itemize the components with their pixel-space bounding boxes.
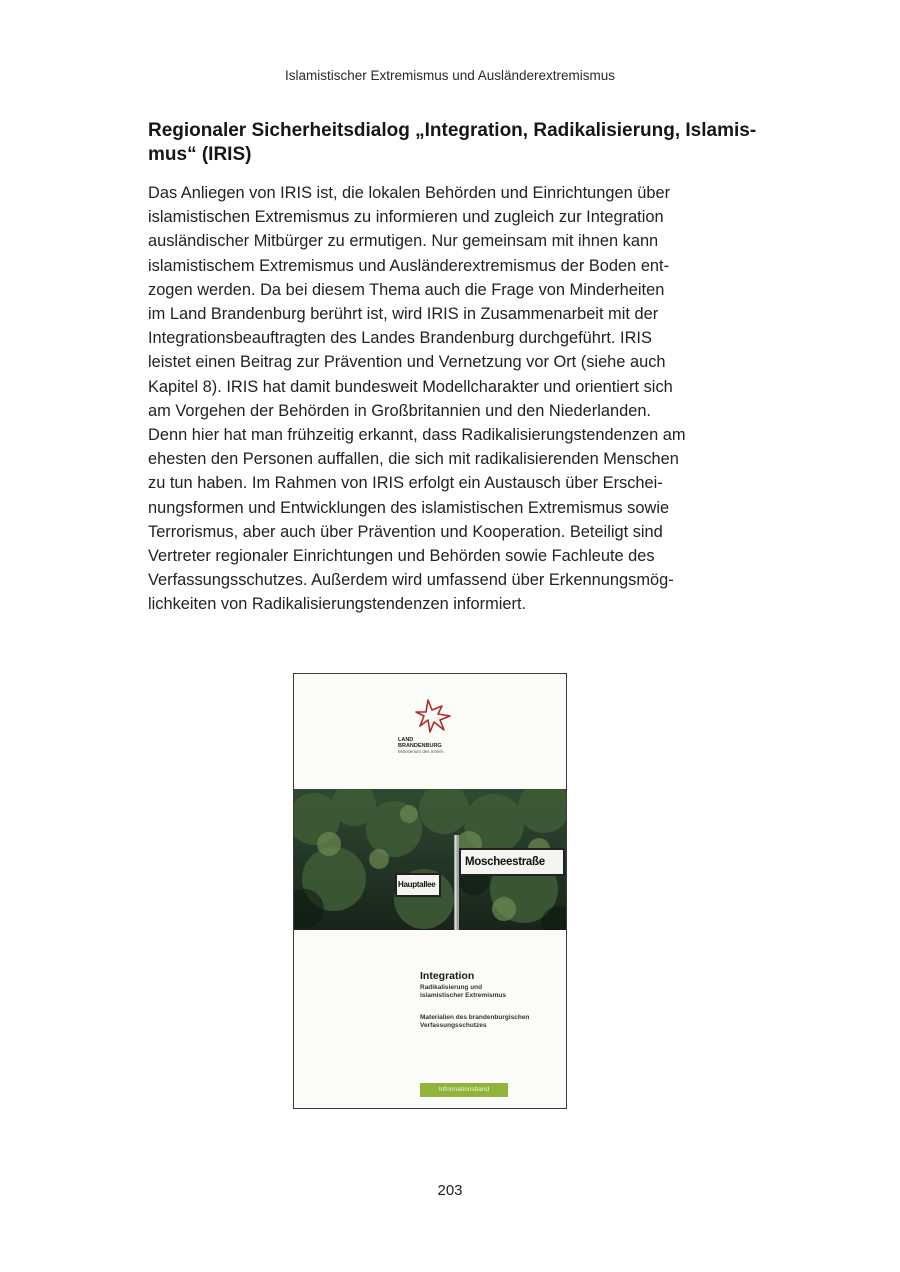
logo-line: BRANDENBURG	[398, 743, 442, 749]
cover-subtitle	[420, 984, 506, 1000]
cover-series	[420, 1014, 529, 1030]
eagle-icon	[398, 696, 488, 736]
brochure-cover-image	[293, 673, 567, 1109]
body-line: ausländischer Mitbürger zu ermutigen. Nur gemeinsam mit ihnen kann	[148, 232, 659, 251]
cover-title: Integration	[420, 970, 475, 982]
cover-badge: Informationsband	[420, 1083, 508, 1097]
logo-wordmark	[398, 737, 488, 755]
logo-line: LAND	[398, 737, 414, 743]
cover-subtitle-line: Radikalisierung und	[420, 984, 483, 991]
body-line: Kapitel 8). IRIS hat damit bundesweit Modellcharakter und orientiert sich	[148, 377, 673, 396]
body-line: islamistischen Extremismus zu informieren und zugleich zur Integration	[148, 208, 664, 227]
body-line: zogen werden. Da bei diesem Thema auch die Frage von Minderheiten	[148, 280, 665, 299]
body-line: Integrationsbeauftragten des Landes Brandenburg durchgeführt. IRIS	[148, 329, 652, 348]
body-line: Denn hier hat man frühzeitig erkannt, dass Radikalisierungstendenzen am	[148, 426, 686, 445]
logo-subline: Ministerium des Innern	[398, 749, 444, 754]
body-line: Verfassungsschutzes. Außerdem wird umfassend über Erkennungsmög-	[148, 571, 674, 590]
body-line: islamistischem Extremismus und Ausländerextremismus der Boden ent-	[148, 256, 670, 275]
section-title-line-1: Regionaler Sicherheitsdialog „Integration, Radikalisierung, Islamis-	[148, 120, 757, 141]
sign-label-main: Moscheestraße	[465, 856, 545, 868]
section-title-line-2: mus“ (IRIS)	[148, 144, 252, 165]
body-line: Terrorismus, aber auch über Prävention und Kooperation. Beteiligt sind	[148, 522, 663, 541]
brandenburg-logo	[398, 696, 488, 766]
body-line: leistet einen Beitrag zur Prävention und Vernetzung vor Ort (siehe auch	[148, 353, 666, 372]
cover-series-line: Materialien des brandenburgischen	[420, 1014, 530, 1021]
cover-subtitle-line: islamistischer Extremismus	[420, 992, 506, 999]
sign-label-cross: Hauptallee	[398, 880, 436, 889]
body-line: lichkeiten von Radikalisierungstendenzen informiert.	[148, 595, 527, 614]
body-line: ehesten den Personen auffallen, die sich mit radikalisierenden Menschen	[148, 450, 679, 469]
body-line: am Vorgehen der Behörden in Großbritannien und den Niederlanden.	[148, 401, 651, 420]
cover-series-line: Verfassungsschutzes	[420, 1022, 487, 1029]
body-paragraph	[148, 181, 752, 617]
page-number: 203	[437, 1182, 463, 1199]
body-line: Das Anliegen von IRIS ist, die lokalen Behörden und Einrichtungen über	[148, 184, 671, 202]
body-line: nungsformen und Entwicklungen des islamistischen Extremismus sowie	[148, 498, 670, 517]
body-line: im Land Brandenburg berührt ist, wird IRIS in Zusammenarbeit mit der	[148, 305, 659, 324]
section-title	[148, 119, 758, 167]
body-line: zu tun haben. Im Rahmen von IRIS erfolgt ein Austausch über Erschei-	[148, 474, 663, 493]
running-header: Islamistischer Extremismus und Ausländerextremismus	[284, 68, 616, 83]
body-line: Vertreter regionaler Einrichtungen und Behörden sowie Fachleute des	[148, 547, 655, 566]
